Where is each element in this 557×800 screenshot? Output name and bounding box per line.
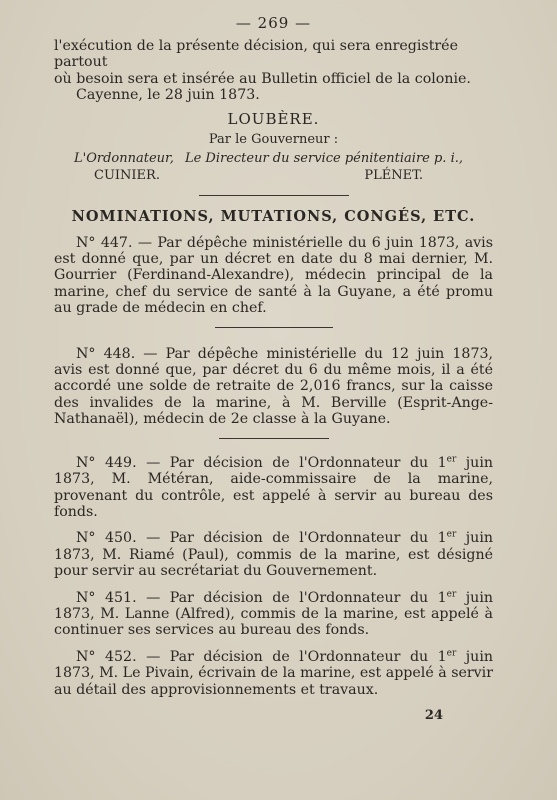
superscript: er <box>446 453 457 464</box>
entry-num-label: N° <box>76 234 96 251</box>
section-heading: NOMINATIONS, MUTATIONS, CONGÉS, ETC. <box>71 207 476 225</box>
divider <box>199 195 349 196</box>
entry-number: 451. <box>105 589 137 606</box>
entry-num-label: N° <box>76 648 96 665</box>
page-number: — 269 — <box>235 14 312 32</box>
entry-text-a: — Par décision de l'Ordonnateur du 1 <box>146 589 447 606</box>
entry-num-label: N° <box>76 530 96 547</box>
entry-num-label: N° <box>76 589 96 606</box>
entry-number: 449. <box>105 454 137 471</box>
entry-text-a: — Par décision de l'Ordonnateur du 1 <box>146 454 447 471</box>
entry-text-b: juin 1873, M. Lanne (Alfred), commis de la marine, est appelé à continuer ses services au bureau des fonds. <box>54 589 493 639</box>
entry-number: 447. <box>100 234 133 251</box>
entry-number: 448. <box>103 345 136 362</box>
entry-448 <box>54 346 493 428</box>
directeur-title: Le Directeur du service pénitentiaire p. i., <box>184 150 463 166</box>
signature-mark: 24 <box>424 707 443 723</box>
entry-450 <box>54 530 493 579</box>
city-date-text: Cayenne, le 28 juin 1873. <box>76 87 260 104</box>
entry-449 <box>54 455 493 521</box>
superscript: er <box>446 588 457 599</box>
divider <box>215 327 333 328</box>
ordonnateur-name: CUINIER. <box>94 167 160 183</box>
city-date <box>54 87 493 103</box>
entry-text-a: — Par décision de l'Ordonnateur du 1 <box>146 530 447 547</box>
entry-text: — Par dépêche ministérielle du 6 juin 1873, avis est donné que, par un décret en date du 8 mai dernier, M. Gourrier (Ferdinand-Alexandre), médecin principal de la marine, chef du service de santé à la Guyane, a été promu au grade de médecin en chef. <box>54 234 493 317</box>
entry-452 <box>54 649 493 698</box>
entry-451 <box>54 590 493 639</box>
ordonnateur-title: L'Ordonnateur, <box>74 150 174 166</box>
entry-text-a: — Par décision de l'Ordonnateur du 1 <box>146 648 447 665</box>
par-le-gouverneur: Par le Gouverneur : <box>208 131 339 147</box>
signature-names <box>54 168 493 183</box>
entry-text-b: juin 1873, M. Le Pivain, écrivain de la marine, est appelé à servir au détail des approvisionnements et travaux. <box>54 648 493 698</box>
signature-titles <box>54 151 493 166</box>
entry-text-b: juin 1873, M. Riamé (Paul), commis de la marine, est désigné pour servir au secrétariat du Gouvernement. <box>54 530 493 580</box>
entry-text: — Par dépêche ministérielle du 12 juin 1873, avis est donné que, par décret du 6 du même mois, il a été accordé une solde de retraite de 2,016 francs, sur la caisse des invalides de la marine, à M. Berville (Esprit-Ange-Nathanaël), médecin de 2e classe à la Guyane. <box>54 345 494 428</box>
entry-number: 452. <box>105 648 137 665</box>
entry-text-b: juin 1873, M. Météran, aide-commissaire de la marine, provenant du contrôle, est appelé à servir au bureau des fonds. <box>54 454 493 520</box>
entry-number: 450. <box>105 530 137 547</box>
directeur-name: PLÉNET. <box>364 167 423 183</box>
entry-num-label: N° <box>76 454 96 471</box>
superscript: er <box>446 648 457 659</box>
intro-line-1: l'exécution de la présente décision, qui sera enregistrée partout <box>54 38 458 71</box>
entry-num-label: N° <box>76 345 96 362</box>
governor-signature: LOUBÈRE. <box>227 109 320 128</box>
divider <box>219 438 329 439</box>
superscript: er <box>446 529 457 540</box>
intro-line-2: où besoin sera et insérée au Bulletin officiel de la colonie. <box>54 70 471 87</box>
entry-447 <box>54 235 493 317</box>
